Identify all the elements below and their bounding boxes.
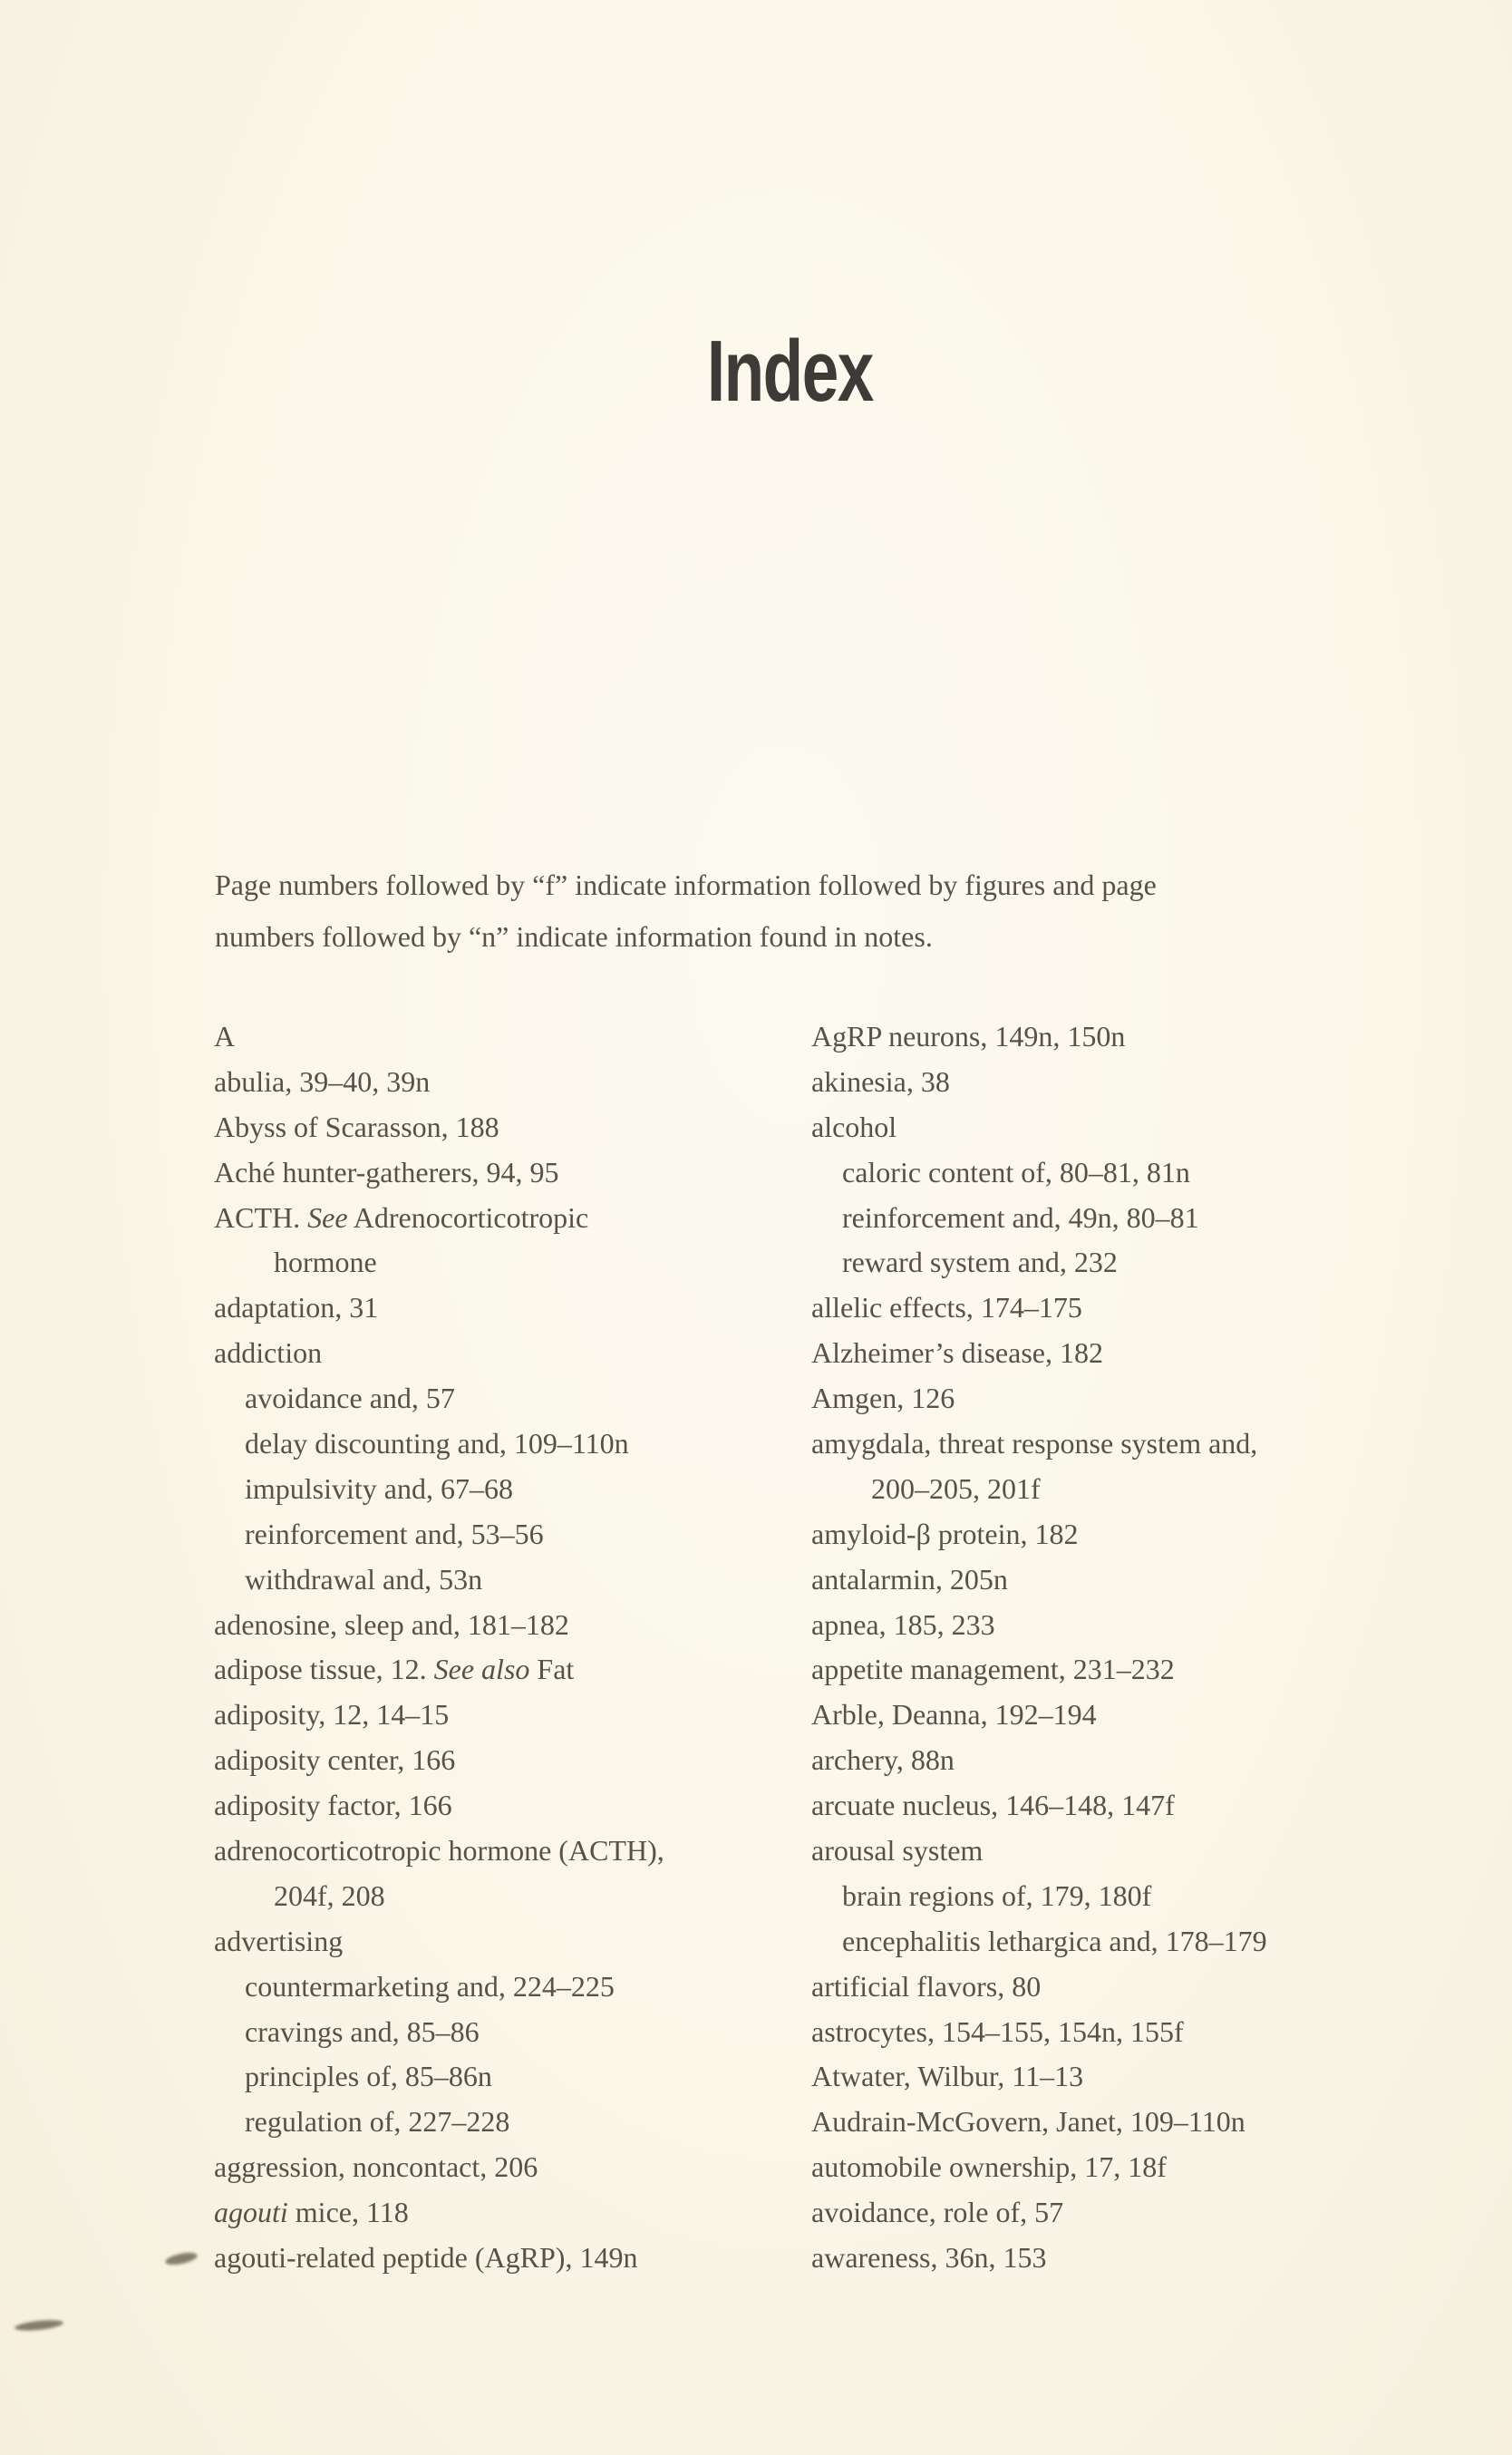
text-run: amyloid-β protein, 182 (811, 1517, 1079, 1550)
text-run: Atwater, Wilbur, 11–13 (811, 2060, 1084, 2093)
index-entry (811, 1105, 1267, 1150)
page-title: Index (706, 323, 873, 420)
text-run: AgRP neurons, 149n, 150n (811, 1020, 1126, 1053)
index-entry (214, 1647, 664, 1693)
index-entry (811, 1240, 1267, 1286)
text-run: brain regions of, 179, 180f (842, 1878, 1152, 1912)
index-entry (214, 2236, 664, 2281)
index-entry (811, 1467, 1267, 1512)
index-entry (214, 2145, 664, 2190)
index-entry (214, 1060, 664, 1105)
index-entry (811, 1150, 1267, 1196)
index-entry (214, 1331, 664, 1376)
index-entry (811, 1060, 1267, 1105)
text-run: addiction (214, 1336, 323, 1370)
index-column-left (214, 1014, 664, 2281)
text-run: ACTH. (214, 1200, 308, 1234)
text-run: Arble, Deanna, 192–194 (811, 1698, 1097, 1732)
index-entry (214, 2054, 664, 2100)
text-run: apnea, 185, 233 (811, 1607, 995, 1641)
index-entry (214, 1874, 664, 1919)
text-run: advertising (214, 1924, 344, 1957)
text-run: agouti-related peptide (AgRP), 149n (214, 2241, 638, 2275)
text-run: reinforcement and, 53–56 (245, 1517, 544, 1550)
page-title-wrap (34, 323, 1512, 420)
text-run: Aché hunter-gatherers, 94, 95 (214, 1155, 559, 1189)
text-run: impulsivity and, 67–68 (245, 1471, 513, 1505)
text-run: caloric content of, 80–81, 81n (842, 1155, 1190, 1189)
index-entry (214, 2100, 664, 2145)
index-entry (811, 1603, 1267, 1648)
headnote (215, 859, 1157, 963)
pencil-smudge (15, 2318, 64, 2333)
index-entry (811, 1512, 1267, 1557)
headnote-line-1: Page numbers followed by “f” indicate information followed by figures and page (215, 868, 1157, 901)
index-entry (214, 1240, 664, 1286)
text-run: adiposity center, 166 (214, 1743, 456, 1777)
text-run: amygdala, threat response system and, (811, 1427, 1258, 1460)
index-column-right (811, 1014, 1267, 2281)
text-run: appetite management, 231–232 (811, 1653, 1175, 1686)
text-run: cravings and, 85–86 (245, 2014, 480, 2048)
text-run: artificial flavors, 80 (811, 1969, 1042, 2003)
text-run: reward system and, 232 (842, 1246, 1118, 1279)
index-entry (214, 1014, 664, 1060)
index-entry (811, 2236, 1267, 2281)
text-run: A (214, 1020, 236, 1053)
text-run: Audrain-McGovern, Janet, 109–110n (811, 2105, 1245, 2139)
index-entry (214, 1919, 664, 1965)
pencil-smudge (164, 2250, 199, 2266)
text-run: arcuate nucleus, 146–148, 147f (811, 1789, 1175, 1822)
index-entry (811, 2145, 1267, 2190)
text-run: See also (433, 1653, 530, 1686)
index-entry (811, 1738, 1267, 1783)
text-run: delay discounting and, 109–110n (245, 1427, 629, 1460)
text-run: akinesia, 38 (811, 1064, 950, 1098)
index-entry (214, 1105, 664, 1150)
text-run: principles of, 85–86n (245, 2060, 492, 2093)
text-run: 200–205, 201f (871, 1471, 1041, 1505)
headnote-line-2: numbers followed by “n” indicate information found in notes. (215, 920, 933, 953)
text-run: avoidance and, 57 (245, 1382, 455, 1415)
text-run: adiposity factor, 166 (214, 1789, 452, 1822)
index-entry (811, 1557, 1267, 1603)
index-entry (214, 1603, 664, 1648)
text-run: awareness, 36n, 153 (811, 2241, 1047, 2275)
text-run: Alzheimer’s disease, 182 (811, 1336, 1103, 1370)
text-run: astrocytes, 154–155, 154n, 155f (811, 2014, 1184, 2048)
text-run: archery, 88n (811, 1743, 955, 1777)
text-run: See (307, 1200, 348, 1234)
text-run: Abyss of Scarasson, 188 (214, 1110, 499, 1143)
index-entry (811, 1874, 1267, 1919)
index-entry (811, 1965, 1267, 2010)
index-entry (214, 1783, 664, 1829)
index-entry (811, 2190, 1267, 2236)
index-entry (811, 1647, 1267, 1693)
text-run: adrenocorticotropic hormone (ACTH), (214, 1834, 664, 1868)
text-run: aggression, noncontact, 206 (214, 2150, 538, 2184)
text-run: hormone (274, 1246, 377, 1279)
index-entry (214, 1738, 664, 1783)
index-entry (811, 1376, 1267, 1422)
index-entry (214, 1376, 664, 1422)
text-run: regulation of, 227–228 (245, 2105, 510, 2139)
text-run: adaptation, 31 (214, 1291, 379, 1325)
index-entry (214, 1829, 664, 1874)
index-entry (214, 1196, 664, 1241)
index-entry (811, 1014, 1267, 1060)
text-run: Fat (529, 1653, 575, 1686)
text-run: avoidance, role of, 57 (811, 2196, 1064, 2229)
text-run: Adrenocorticotropic (347, 1200, 589, 1234)
index-entry (811, 1783, 1267, 1829)
text-run: encephalitis lethargica and, 178–179 (842, 1924, 1267, 1957)
text-run: antalarmin, 205n (811, 1562, 1008, 1596)
text-run: mice, 118 (287, 2196, 409, 2229)
text-run: reinforcement and, 49n, 80–81 (842, 1200, 1199, 1234)
index-entry (811, 1286, 1267, 1331)
index-entry (214, 1467, 664, 1512)
text-run: agouti (214, 2196, 288, 2229)
index-entry (214, 1422, 664, 1467)
text-run: automobile ownership, 17, 18f (811, 2150, 1167, 2184)
text-run: adipose tissue, 12. (214, 1653, 434, 1686)
index-entry (214, 1512, 664, 1557)
text-run: 204f, 208 (274, 1878, 385, 1912)
index-entry (811, 1331, 1267, 1376)
text-run: alcohol (811, 1110, 897, 1143)
index-entry (811, 1422, 1267, 1467)
index-entry (811, 1196, 1267, 1241)
index-entry (811, 2100, 1267, 2145)
index-entry (811, 1919, 1267, 1965)
text-run: Amgen, 126 (811, 1382, 955, 1415)
text-run: adiposity, 12, 14–15 (214, 1698, 450, 1732)
index-entry (811, 2054, 1267, 2100)
index-entry (214, 2010, 664, 2055)
text-run: adenosine, sleep and, 181–182 (214, 1607, 569, 1641)
index-entry (214, 1286, 664, 1331)
text-run: arousal system (811, 1834, 984, 1868)
index-entry (214, 2190, 664, 2236)
index-entry (214, 1693, 664, 1738)
index-entry (214, 1557, 664, 1603)
index-entry (811, 1693, 1267, 1738)
text-run: allelic effects, 174–175 (811, 1291, 1082, 1325)
index-entry (214, 1965, 664, 2010)
index-entry (811, 1829, 1267, 1874)
text-run: withdrawal and, 53n (245, 1562, 483, 1596)
index-entry (811, 2010, 1267, 2055)
text-run: countermarketing and, 224–225 (245, 1969, 615, 2003)
index-entry (214, 1150, 664, 1196)
text-run: abulia, 39–40, 39n (214, 1064, 431, 1098)
